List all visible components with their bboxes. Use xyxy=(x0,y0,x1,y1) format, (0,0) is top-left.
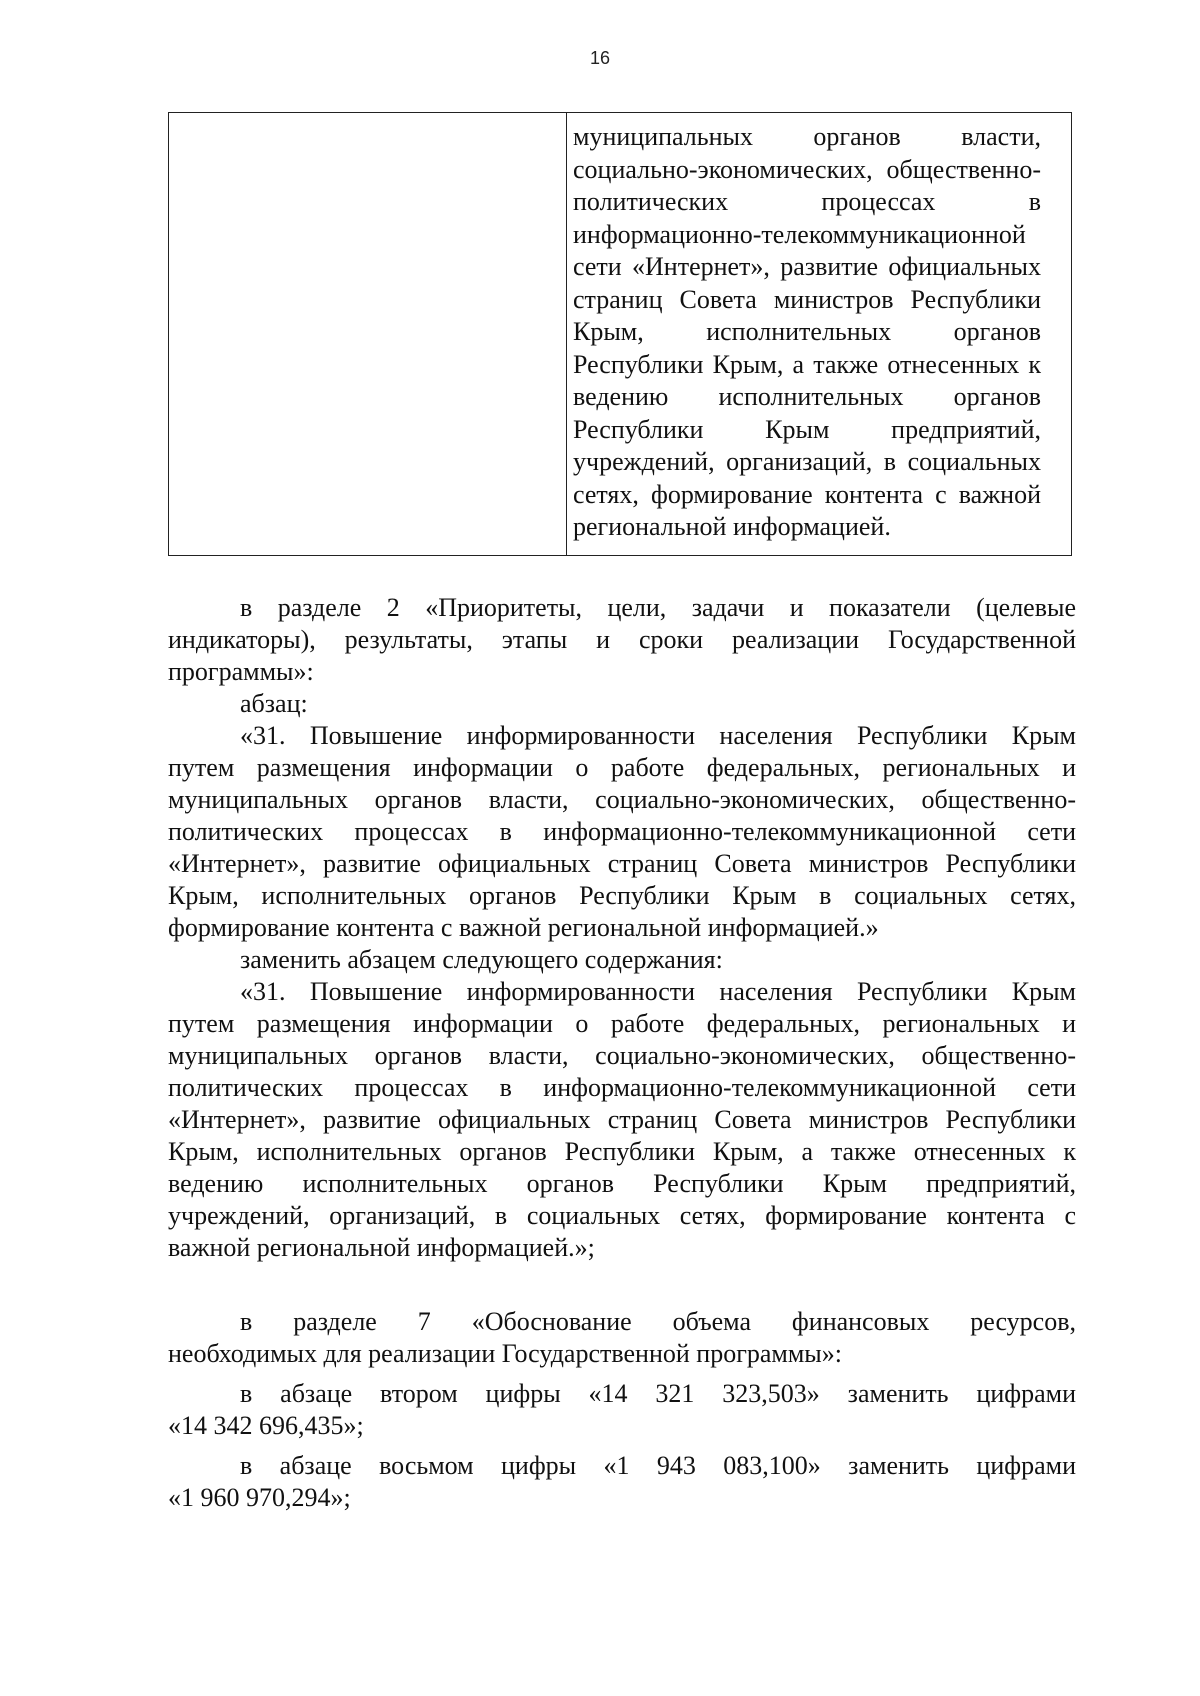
text-line: Крым, исполнительных органов Республики Крым, а также отнесенных к xyxy=(168,1137,1076,1166)
section-2-amendment xyxy=(168,592,1076,1264)
section-7-amendment xyxy=(168,1306,1076,1514)
text-line: в абзаце втором цифры «14 321 323,503» заменить цифрами xyxy=(240,1379,1076,1408)
text-line: политических процессах в xyxy=(573,187,1041,216)
text-line: муниципальных органов власти, xyxy=(573,122,1041,151)
text-line: в абзаце восьмом цифры «1 943 083,100» заменить цифрами xyxy=(240,1451,1076,1480)
text-line: Крым, исполнительных органов xyxy=(573,317,1041,346)
text-line: «Интернет», развитие официальных страниц Совета министров Республики xyxy=(168,849,1076,878)
text-line: информационно-телекоммуникационной xyxy=(573,219,1026,249)
text-line: сетях, формирование контента с важной xyxy=(573,479,1041,509)
text-line: в разделе 2 «Приоритеты, цели, задачи и показатели (целевые xyxy=(240,593,1076,622)
text-line: Крым, исполнительных органов Республики Крым в социальных сетях, xyxy=(168,881,1076,910)
text-line: программы»: xyxy=(168,657,314,686)
amendment-table xyxy=(168,112,1072,556)
text-line: «1 960 970,294»; xyxy=(168,1483,351,1512)
text-line: муниципальных органов власти, социально-экономических, общественно- xyxy=(168,1041,1076,1070)
text-line: учреждений, организаций, в социальных сетях, формирование контента с xyxy=(168,1201,1076,1230)
text-line: важной региональной информацией.»; xyxy=(168,1233,595,1262)
text-line: «31. Повышение информированности населения Республики Крым xyxy=(240,721,1076,750)
text-line: ведению исполнительных органов xyxy=(573,382,1041,411)
text-line: социально-экономических, общественно- xyxy=(573,154,1041,184)
text-line: Республики Крым предприятий, xyxy=(573,414,1041,444)
text-line: путем размещения информации о работе федеральных, региональных и xyxy=(168,1009,1076,1038)
text-line: абзац: xyxy=(240,689,308,718)
text-line: путем размещения информации о работе федеральных, региональных и xyxy=(168,753,1076,782)
text-line: муниципальных органов власти, социально-экономических, общественно- xyxy=(168,785,1076,814)
text-line: ведению исполнительных органов Республики Крым предприятий, xyxy=(168,1169,1076,1198)
text-line: заменить абзацем следующего содержания: xyxy=(240,945,723,974)
text-line: политических процессах в информационно-телекоммуникационной сети xyxy=(168,817,1076,846)
text-line: в разделе 7 «Обоснование объема финансовых ресурсов, xyxy=(240,1307,1076,1336)
text-line: сети «Интернет», развитие официальных xyxy=(573,252,1041,281)
text-line: учреждений, организаций, в социальных xyxy=(573,447,1041,476)
text-line: необходимых для реализации Государственной программы»: xyxy=(168,1339,842,1368)
text-line: политических процессах в информационно-телекоммуникационной сети xyxy=(168,1073,1076,1102)
text-line: «31. Повышение информированности населения Республики Крым xyxy=(240,977,1076,1006)
text-line: «14 342 696,435»; xyxy=(168,1411,364,1440)
text-line: формирование контента с важной региональной информацией.» xyxy=(168,913,879,942)
text-line: региональной информацией. xyxy=(573,512,891,541)
text-line: индикаторы), результаты, этапы и сроки реализации Государственной xyxy=(168,625,1076,654)
text-line: страниц Совета министров Республики xyxy=(573,284,1041,314)
text-line: «Интернет», развитие официальных страниц Совета министров Республики xyxy=(168,1105,1076,1134)
text-line: Республики Крым, а также отнесенных к xyxy=(573,349,1041,379)
table-left-cell xyxy=(169,113,567,555)
table-right-cell xyxy=(573,121,1041,544)
page-number: 16 xyxy=(589,48,611,68)
